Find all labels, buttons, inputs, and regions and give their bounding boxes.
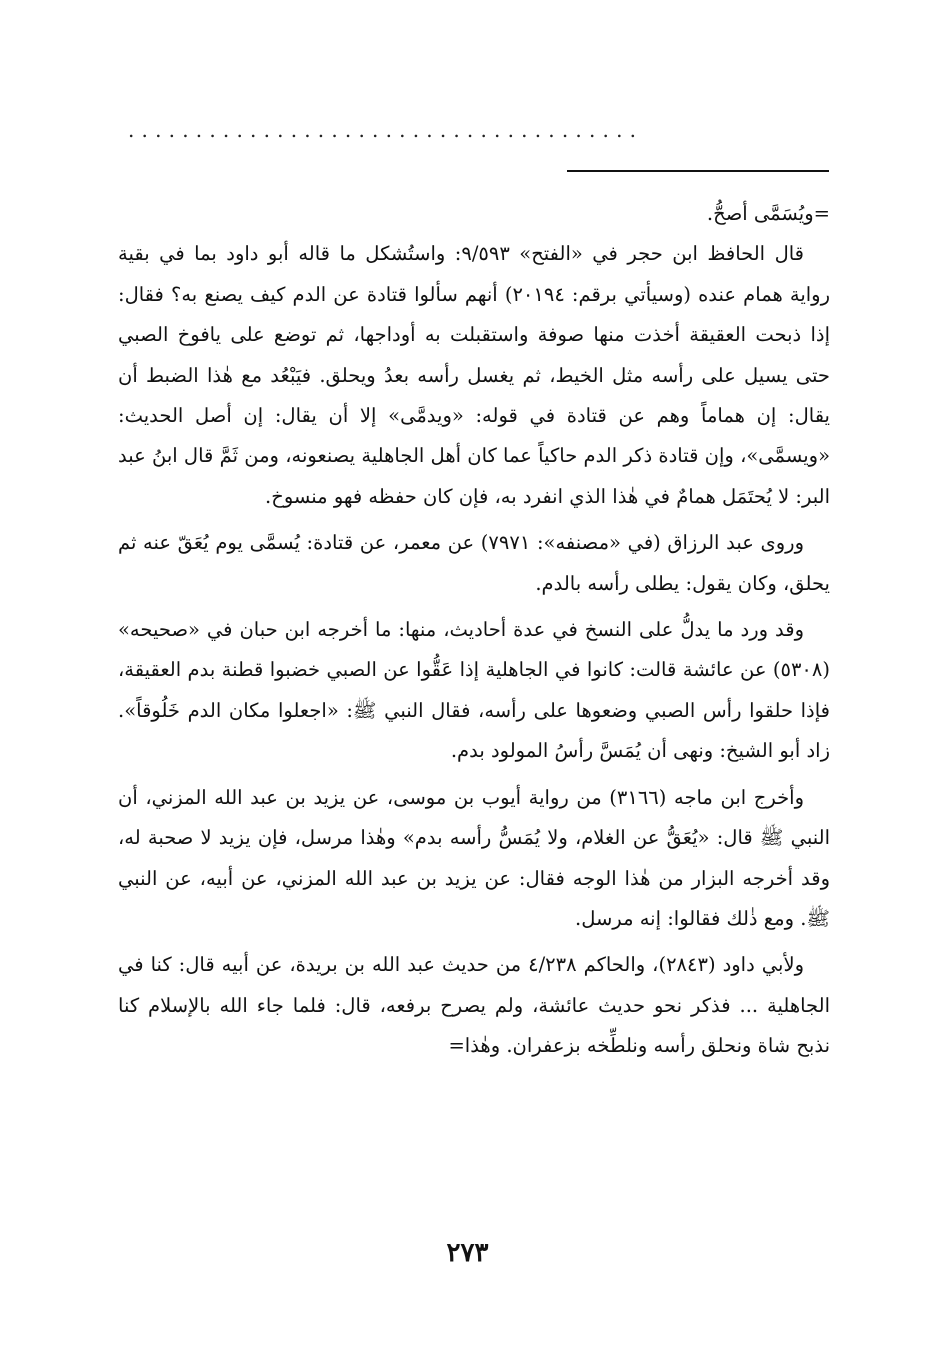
footnote-rule [567,170,829,172]
page-number: ٢٧٣ [446,1238,489,1268]
paragraph: ولأبي داود (٢٨٤٣)، والحاكم ٤/٢٣٨ من حديث عبد الله بن بريدة، عن أبيه قال: كنا في الجاهلية ... فذكر نحو حديث عائشة، ولم يصرح برفعه، قال: فلما جاء الله بالإسلام كنا نذبح شاة ونحلق رأسه ونلطِّخه بزعفران. وهٰذا= [118,953,830,1058]
footnote-text [118,194,830,1067]
footnote-separator-dots: ...................................... [128,118,644,142]
paragraph: قال الحافظ ابن حجر في «الفتح» ٩/٥٩٣: واستُشكل ما قاله أبو داود بما في بقية رواية همام عنده (وسيأتي برقم: ٢٠١٩٤) أنهم سألوا قتادة عن الدم كيف يصنع به؟ فقال: إذا ذبحت العقيقة أخذت منها صوفة واستقبلت به أوداجها، ثم توضع على يافوخ الصبي حتى يسيل على رأسه مثل الخيط، ثم يغسل رأسه بعدُ ويحلق. فيَبْعُد مع هٰذا الضبط أن يقال: إن هماماً وهم عن قتادة في قوله: «ويدمَّى» إلا أن يقال: إن أصل الحديث: «ويسمَّى»، وإن قتادة ذكر الدم حاكياً عما كان أهل الجاهلية يصنعونه، ومن ثَمَّ قال ابنُ عبد البر: لا يُحتَمَل همامٌ في هٰذا الذي انفرد به، فإن كان حفظه فهو منسوخ. [118,242,830,508]
paragraph: وقد ورد ما يدلُّ على النسخ في عدة أحاديث، منها: ما أخرجه ابن حبان في «صحيحه» (٥٣٠٨) عن عائشة قالت: كانوا في الجاهلية إذا عَقُّوا عن الصبي خضبوا قطنة بدم العقيقة، فإذا حلقوا رأس الصبي وضعوها على رأسه، فقال النبي ﷺ: «اجعلوا مكان الدم خَلُوقاً». زاد أبو الشيخ: ونهى أن يُمَسَّ رأسُ المولود بدم. [118,618,830,763]
paragraph: وروى عبد الرزاق (في «مصنفه»: ٧٩٧١) عن معمر، عن قتادة: يُسمَّى يوم يُعَقّ عنه ثم يحلق، وكان يقول: يطلى رأسه بالدم. [118,531,830,595]
paragraph: وأخرج ابن ماجه (٣١٦٦) من رواية أيوب بن موسى، عن يزيد بن عبد الله المزني، أن النبي ﷺ قال: «يُعَقُّ عن الغلام، ولا يُمَسُّ رأسه بدم» وهٰذا مرسل، فإن يزيد لا صحبة له، وقد أخرجه البزار من هٰذا الوجه فقال: عن يزيد بن عبد الله المزني، عن أبيه، عن النبي ﷺ. ومع ذٰلك فقالوا: إنه مرسل. [118,785,830,930]
paragraph: =ويُسَمَّى أصحُّ. [706,202,830,225]
